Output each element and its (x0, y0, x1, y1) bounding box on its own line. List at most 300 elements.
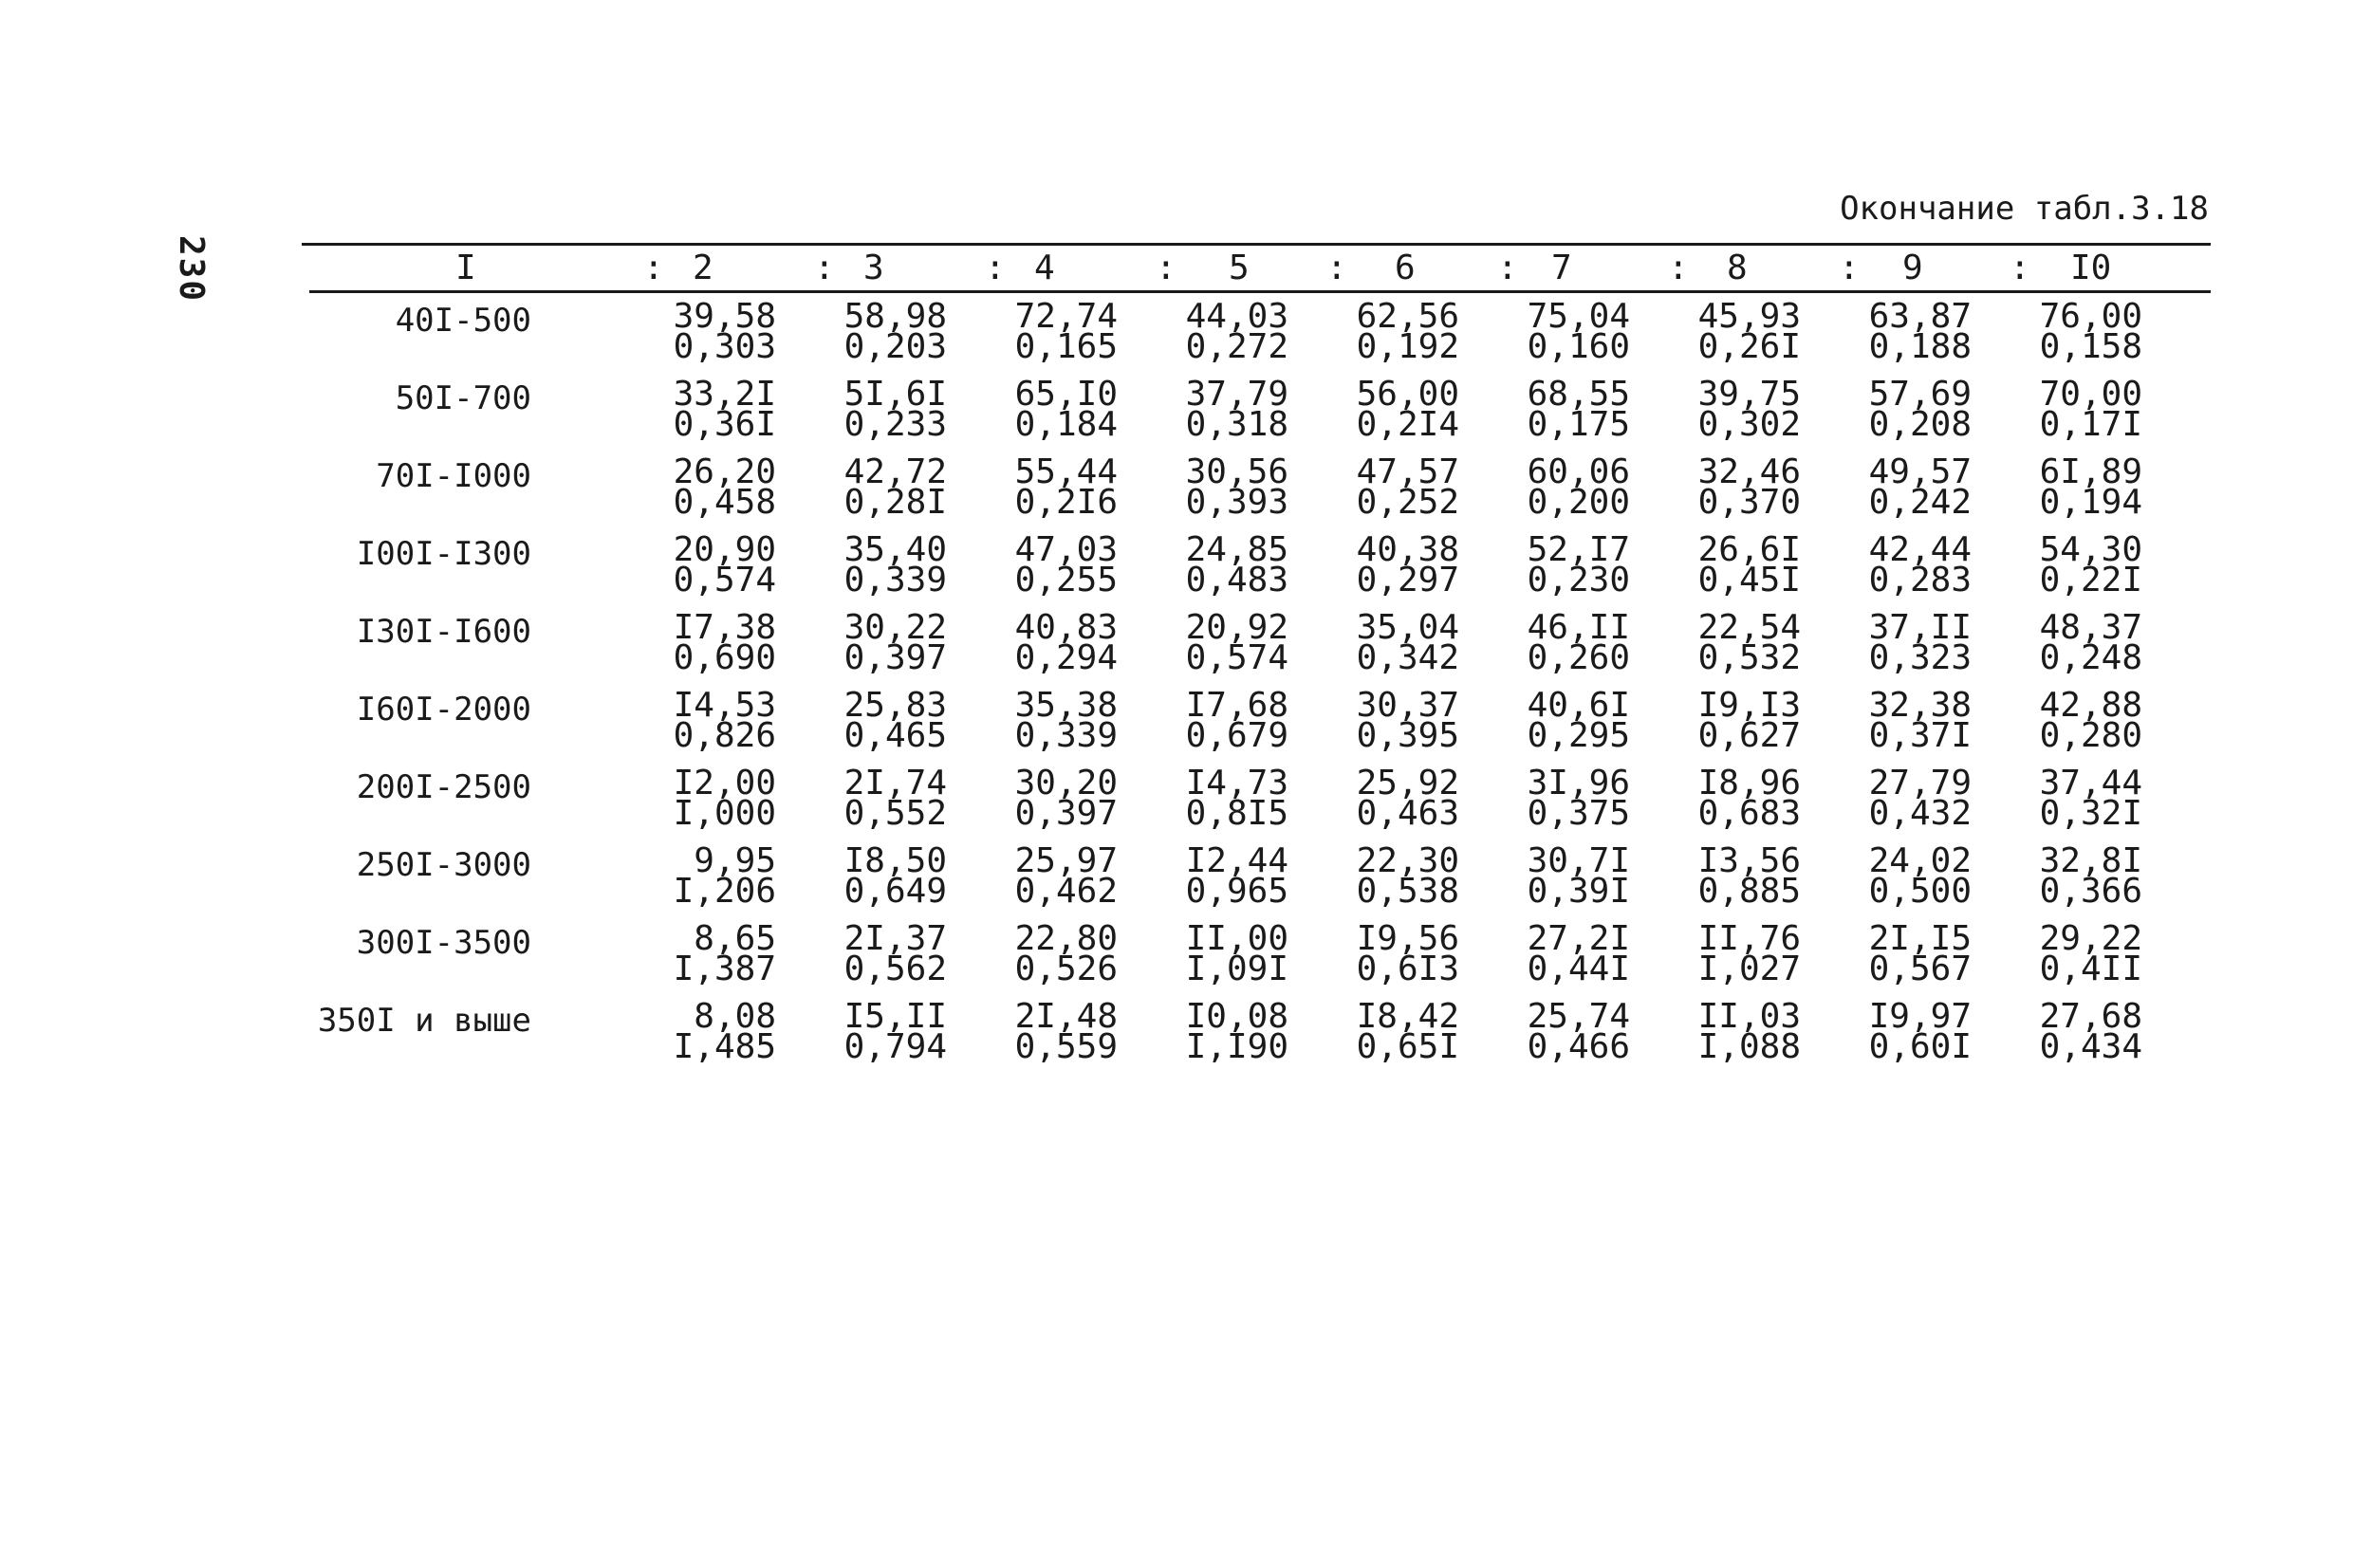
table-cell (1175, 686, 1288, 755)
cell-value-bottom: 0,200 (1527, 483, 1630, 522)
cell-value-top: 20,92 (1185, 608, 1288, 647)
table-cell (2029, 452, 2142, 522)
table-cell (1175, 452, 1288, 522)
cell-value-bottom: 0,567 (1868, 950, 1972, 988)
cell-value-bottom: 0,184 (1014, 405, 1118, 444)
cell-value-bottom: 0,342 (1356, 638, 1459, 677)
cell-value-bottom: 0,45I (1697, 561, 1801, 600)
cell-value-bottom: 0,230 (1527, 561, 1630, 600)
cell-value-top: I3,56 (1697, 841, 1801, 880)
cell-value-bottom: 0,683 (1697, 794, 1801, 833)
cell-value-bottom: 0,303 (673, 327, 776, 366)
cell-value-bottom: 0,26I (1697, 327, 1801, 366)
cell-value-bottom: 0,203 (843, 327, 947, 366)
cell-value-bottom: 0,302 (1697, 405, 1801, 444)
cell-value-bottom: 0,272 (1185, 327, 1288, 366)
cell-value-bottom: 0,22I (2039, 561, 2142, 600)
cell-value-top: 30,20 (1014, 764, 1118, 802)
cell-value-bottom: 0,397 (843, 638, 947, 677)
cell-value-bottom: 0,294 (1014, 638, 1118, 677)
cell-value-top: 6I,89 (2039, 452, 2142, 491)
column-header-8: 8 (1727, 249, 1748, 287)
header-separator: : (1156, 249, 1176, 287)
cell-value-top: 3I,96 (1527, 764, 1630, 802)
table-row (0, 686, 2353, 766)
table-cell (1345, 452, 1459, 522)
table-cell (1687, 919, 1801, 988)
cell-value-bottom: 0,2I6 (1014, 483, 1118, 522)
cell-value-bottom: 0,370 (1697, 483, 1801, 522)
cell-value-bottom: 0,574 (673, 561, 776, 600)
table-cell (662, 608, 776, 677)
cell-value-bottom: 0,39I (1527, 872, 1630, 911)
table-cell (662, 764, 776, 833)
cell-value-bottom: I,I90 (1185, 1027, 1288, 1066)
table-cell (1687, 686, 1801, 755)
cell-value-top: 56,00 (1356, 375, 1459, 414)
table-cell (833, 452, 947, 522)
column-header-5: 5 (1229, 249, 1250, 287)
table-cell (1004, 530, 1118, 600)
cell-value-bottom: 0,559 (1014, 1027, 1118, 1066)
cell-value-top: I9,97 (1868, 997, 1972, 1036)
cell-value-bottom: 0,679 (1185, 716, 1288, 755)
table-cell (1687, 375, 1801, 444)
cell-value-bottom: 0,339 (1014, 716, 1118, 755)
table-header-rule (309, 290, 2211, 293)
column-header-9: 9 (1902, 249, 1923, 287)
header-separator: : (2010, 249, 2030, 287)
table-cell (1004, 608, 1118, 677)
cell-value-bottom: 0,339 (843, 561, 947, 600)
table-cell (1858, 452, 1972, 522)
cell-value-top: 26,6I (1697, 530, 1801, 569)
table-cell (1345, 841, 1459, 911)
cell-value-bottom: 0,885 (1697, 872, 1801, 911)
table-cell (1516, 530, 1630, 600)
header-separator: : (814, 249, 835, 287)
table-row (0, 764, 2353, 844)
table-cell (1004, 997, 1118, 1066)
cell-value-top: 54,30 (2039, 530, 2142, 569)
table-row (0, 841, 2353, 922)
table-cell (662, 375, 776, 444)
cell-value-top: 42,72 (843, 452, 947, 491)
cell-value-top: 47,57 (1356, 452, 1459, 491)
table-cell (1516, 375, 1630, 444)
header-separator: : (1839, 249, 1860, 287)
cell-value-top: 2I,I5 (1868, 919, 1972, 958)
cell-value-bottom: 0,538 (1356, 872, 1459, 911)
table-cell (1858, 841, 1972, 911)
cell-value-top: 48,37 (2039, 608, 2142, 647)
cell-value-bottom: 0,794 (843, 1027, 947, 1066)
table-caption: Окончание табл.3.18 (1840, 190, 2209, 228)
row-label: I00I-I300 (356, 535, 531, 573)
header-separator: : (985, 249, 1006, 287)
cell-value-top: I2,00 (673, 764, 776, 802)
cell-value-bottom: 0,532 (1697, 638, 1801, 677)
row-label: 40I-500 (395, 302, 531, 340)
table-cell (1004, 764, 1118, 833)
cell-value-top: 76,00 (2039, 297, 2142, 336)
table-cell (1516, 997, 1630, 1066)
cell-value-bottom: 0,165 (1014, 327, 1118, 366)
cell-value-top: 24,02 (1868, 841, 1972, 880)
column-header-6: 6 (1395, 249, 1416, 287)
cell-value-bottom: 0,965 (1185, 872, 1288, 911)
table-cell (1858, 375, 1972, 444)
row-label: 250I-3000 (356, 846, 531, 884)
cell-value-bottom: 0,175 (1527, 405, 1630, 444)
cell-value-top: I8,96 (1697, 764, 1801, 802)
cell-value-bottom: 0,462 (1014, 872, 1118, 911)
cell-value-bottom: 0,500 (1868, 872, 1972, 911)
table-row (0, 530, 2353, 611)
cell-value-top: I4,53 (673, 686, 776, 725)
cell-value-bottom: 0,483 (1185, 561, 1288, 600)
table-cell (1004, 452, 1118, 522)
cell-value-bottom: 0,552 (843, 794, 947, 833)
cell-value-top: 70,00 (2039, 375, 2142, 414)
cell-value-top: 42,88 (2039, 686, 2142, 725)
cell-value-top: 2I,48 (1014, 997, 1118, 1036)
cell-value-top: 60,06 (1527, 452, 1630, 491)
table-cell (1516, 452, 1630, 522)
column-header-10: I0 (2070, 249, 2112, 287)
table-cell (662, 297, 776, 366)
table-cell (1345, 375, 1459, 444)
table-cell (2029, 841, 2142, 911)
table-cell (1858, 530, 1972, 600)
cell-value-bottom: 0,562 (843, 950, 947, 988)
table-cell (1004, 919, 1118, 988)
cell-value-top: 2I,37 (843, 919, 947, 958)
table-cell (1345, 297, 1459, 366)
table-cell (833, 841, 947, 911)
cell-value-top: I0,08 (1185, 997, 1288, 1036)
cell-value-bottom: 0,466 (1527, 1027, 1630, 1066)
header-separator: : (1326, 249, 1347, 287)
cell-value-top: I8,42 (1356, 997, 1459, 1036)
table-row (0, 608, 2353, 689)
cell-value-top: I7,68 (1185, 686, 1288, 725)
cell-value-bottom: 0,17I (2039, 405, 2142, 444)
cell-value-top: 57,69 (1868, 375, 1972, 414)
cell-value-top: I9,56 (1356, 919, 1459, 958)
cell-value-top: II,03 (1697, 997, 1801, 1036)
cell-value-top: 32,8I (2039, 841, 2142, 880)
cell-value-bottom: 0,826 (673, 716, 776, 755)
table-cell (1516, 686, 1630, 755)
table-cell (833, 375, 947, 444)
cell-value-top: 75,04 (1527, 297, 1630, 336)
cell-value-top: 22,30 (1356, 841, 1459, 880)
cell-value-bottom: 0,233 (843, 405, 947, 444)
cell-value-top: 30,7I (1527, 841, 1630, 880)
cell-value-top: II,76 (1697, 919, 1801, 958)
cell-value-top: 25,83 (843, 686, 947, 725)
cell-value-top: 39,58 (673, 297, 776, 336)
table-cell (833, 997, 947, 1066)
cell-value-bottom: 0,393 (1185, 483, 1288, 522)
cell-value-top: 35,38 (1014, 686, 1118, 725)
cell-value-top: 20,90 (673, 530, 776, 569)
cell-value-bottom: 0,32I (2039, 794, 2142, 833)
cell-value-bottom: 0,627 (1697, 716, 1801, 755)
cell-value-bottom: I,206 (673, 872, 776, 911)
table-cell (1687, 297, 1801, 366)
cell-value-top: I8,50 (843, 841, 947, 880)
cell-value-top: 35,04 (1356, 608, 1459, 647)
cell-value-top: 62,56 (1356, 297, 1459, 336)
cell-value-top: 68,55 (1527, 375, 1630, 414)
cell-value-bottom: I,387 (673, 950, 776, 988)
table-cell (1858, 764, 1972, 833)
table-cell (1516, 764, 1630, 833)
table-cell (2029, 997, 2142, 1066)
cell-value-bottom: 0,649 (843, 872, 947, 911)
cell-value-bottom: 0,65I (1356, 1027, 1459, 1066)
table-cell (1004, 297, 1118, 366)
cell-value-bottom: 0,158 (2039, 327, 2142, 366)
cell-value-top: 42,44 (1868, 530, 1972, 569)
table-cell (662, 919, 776, 988)
cell-value-top: 37,79 (1185, 375, 1288, 414)
table-cell (1004, 686, 1118, 755)
cell-value-bottom: 0,242 (1868, 483, 1972, 522)
cell-value-top: 40,83 (1014, 608, 1118, 647)
table-cell (662, 530, 776, 600)
cell-value-top: 32,46 (1697, 452, 1801, 491)
table-cell (1004, 375, 1118, 444)
cell-value-top: 8,08 (694, 997, 776, 1036)
cell-value-bottom: 0,458 (673, 483, 776, 522)
cell-value-bottom: 0,60I (1868, 1027, 1972, 1066)
cell-value-bottom: 0,395 (1356, 716, 1459, 755)
table-row (0, 375, 2353, 455)
cell-value-bottom: 0,208 (1868, 405, 1972, 444)
table-top-rule (302, 243, 2211, 246)
cell-value-top: 33,2I (673, 375, 776, 414)
header-separator: : (1668, 249, 1689, 287)
cell-value-bottom: 0,318 (1185, 405, 1288, 444)
cell-value-bottom: 0,260 (1527, 638, 1630, 677)
cell-value-bottom: 0,434 (2039, 1027, 2142, 1066)
table-cell (662, 452, 776, 522)
cell-value-top: 40,38 (1356, 530, 1459, 569)
cell-value-bottom: 0,248 (2039, 638, 2142, 677)
table-cell (2029, 530, 2142, 600)
row-label: 70I-I000 (376, 457, 531, 495)
table-cell (2029, 764, 2142, 833)
table-cell (1687, 608, 1801, 677)
table-cell (1858, 297, 1972, 366)
table-cell (1175, 919, 1288, 988)
cell-value-bottom: 0,252 (1356, 483, 1459, 522)
cell-value-bottom: 0,4II (2039, 950, 2142, 988)
cell-value-bottom: 0,366 (2039, 872, 2142, 911)
table-cell (1858, 686, 1972, 755)
cell-value-bottom: 0,283 (1868, 561, 1972, 600)
cell-value-bottom: I,485 (673, 1027, 776, 1066)
cell-value-bottom: 0,432 (1868, 794, 1972, 833)
cell-value-top: 26,20 (673, 452, 776, 491)
cell-value-bottom: 0,526 (1014, 950, 1118, 988)
table-cell (1858, 608, 1972, 677)
cell-value-top: 65,I0 (1014, 375, 1118, 414)
header-separator: : (1497, 249, 1518, 287)
cell-value-top: 39,75 (1697, 375, 1801, 414)
cell-value-top: 55,44 (1014, 452, 1118, 491)
cell-value-top: 52,I7 (1527, 530, 1630, 569)
table-cell (662, 841, 776, 911)
table-row (0, 297, 2353, 378)
table-row (0, 997, 2353, 1078)
table-cell (1687, 997, 1801, 1066)
table-cell (1516, 608, 1630, 677)
table-cell (1687, 452, 1801, 522)
table-cell (1345, 919, 1459, 988)
row-label: 300I-3500 (356, 924, 531, 962)
table-row (0, 919, 2353, 1000)
cell-value-bottom: 0,463 (1356, 794, 1459, 833)
cell-value-bottom: 0,28I (843, 483, 947, 522)
cell-value-top: 9,95 (694, 841, 776, 880)
cell-value-bottom: 0,297 (1356, 561, 1459, 600)
cell-value-bottom: 0,375 (1527, 794, 1630, 833)
table-cell (1858, 919, 1972, 988)
table-cell (1175, 841, 1288, 911)
cell-value-top: I4,73 (1185, 764, 1288, 802)
table-cell (1687, 530, 1801, 600)
cell-value-top: 40,6I (1527, 686, 1630, 725)
table-cell (1345, 764, 1459, 833)
cell-value-top: 44,03 (1185, 297, 1288, 336)
table-cell (2029, 919, 2142, 988)
cell-value-bottom: 0,6I3 (1356, 950, 1459, 988)
header-separator: : (643, 249, 664, 287)
table-cell (1858, 997, 1972, 1066)
cell-value-top: 22,54 (1697, 608, 1801, 647)
cell-value-bottom: 0,323 (1868, 638, 1972, 677)
cell-value-bottom: 0,574 (1185, 638, 1288, 677)
cell-value-top: 63,87 (1868, 297, 1972, 336)
table-cell (1516, 297, 1630, 366)
cell-value-top: 47,03 (1014, 530, 1118, 569)
cell-value-top: 32,38 (1868, 686, 1972, 725)
cell-value-bottom: 0,2I4 (1356, 405, 1459, 444)
row-label: 50I-700 (395, 379, 531, 417)
table-cell (1345, 608, 1459, 677)
cell-value-bottom: I,000 (673, 794, 776, 833)
cell-value-bottom: 0,295 (1527, 716, 1630, 755)
table-cell (833, 919, 947, 988)
table-cell (833, 764, 947, 833)
cell-value-top: I2,44 (1185, 841, 1288, 880)
cell-value-bottom: 0,188 (1868, 327, 1972, 366)
cell-value-bottom: 0,690 (673, 638, 776, 677)
cell-value-top: 30,37 (1356, 686, 1459, 725)
table-cell (1345, 530, 1459, 600)
row-label: I30I-I600 (356, 613, 531, 651)
cell-value-bottom: 0,255 (1014, 561, 1118, 600)
row-label: 350I и выше (317, 1002, 531, 1040)
cell-value-top: II,00 (1185, 919, 1288, 958)
cell-value-top: 49,57 (1868, 452, 1972, 491)
cell-value-bottom: 0,280 (2039, 716, 2142, 755)
table-cell (1516, 919, 1630, 988)
table-cell (2029, 608, 2142, 677)
table-cell (1175, 375, 1288, 444)
table-row (0, 452, 2353, 533)
cell-value-top: 25,97 (1014, 841, 1118, 880)
table-cell (1345, 997, 1459, 1066)
cell-value-top: 27,68 (2039, 997, 2142, 1036)
cell-value-bottom: 0,397 (1014, 794, 1118, 833)
table-cell (833, 608, 947, 677)
cell-value-bottom: I,09I (1185, 950, 1288, 988)
table-cell (662, 997, 776, 1066)
cell-value-bottom: 0,465 (843, 716, 947, 755)
cell-value-top: 45,93 (1697, 297, 1801, 336)
cell-value-top: 2I,74 (843, 764, 947, 802)
cell-value-top: 25,74 (1527, 997, 1630, 1036)
cell-value-bottom: I,027 (1697, 950, 1801, 988)
table-cell (2029, 375, 2142, 444)
table-cell (833, 530, 947, 600)
cell-value-top: I5,II (843, 997, 947, 1036)
cell-value-top: I9,I3 (1697, 686, 1801, 725)
cell-value-bottom: 0,194 (2039, 483, 2142, 522)
page-number: 230 (172, 235, 211, 304)
cell-value-bottom: 0,37I (1868, 716, 1972, 755)
cell-value-bottom: 0,192 (1356, 327, 1459, 366)
table-cell (1175, 297, 1288, 366)
cell-value-top: 72,74 (1014, 297, 1118, 336)
cell-value-top: 27,79 (1868, 764, 1972, 802)
cell-value-top: 37,44 (2039, 764, 2142, 802)
cell-value-top: 35,40 (843, 530, 947, 569)
table-cell (662, 686, 776, 755)
table-cell (1175, 764, 1288, 833)
cell-value-top: 22,80 (1014, 919, 1118, 958)
table-cell (833, 297, 947, 366)
table-cell (1345, 686, 1459, 755)
cell-value-top: 24,85 (1185, 530, 1288, 569)
row-label: 200I-2500 (356, 768, 531, 806)
cell-value-top: 29,22 (2039, 919, 2142, 958)
cell-value-bottom: I,088 (1697, 1027, 1801, 1066)
cell-value-top: 25,92 (1356, 764, 1459, 802)
table-header-row (0, 249, 2353, 288)
cell-value-bottom: 0,44I (1527, 950, 1630, 988)
table-cell (833, 686, 947, 755)
cell-value-top: 5I,6I (843, 375, 947, 414)
column-header-3: 3 (863, 249, 884, 287)
table-cell (1004, 841, 1118, 911)
cell-value-top: 46,II (1527, 608, 1630, 647)
table-cell (2029, 686, 2142, 755)
table-cell (1687, 764, 1801, 833)
cell-value-top: I7,38 (673, 608, 776, 647)
column-header-7: 7 (1551, 249, 1572, 287)
cell-value-top: 30,56 (1185, 452, 1288, 491)
cell-value-top: 30,22 (843, 608, 947, 647)
table-cell (1516, 841, 1630, 911)
cell-value-bottom: 0,36I (673, 405, 776, 444)
column-header-4: 4 (1034, 249, 1055, 287)
